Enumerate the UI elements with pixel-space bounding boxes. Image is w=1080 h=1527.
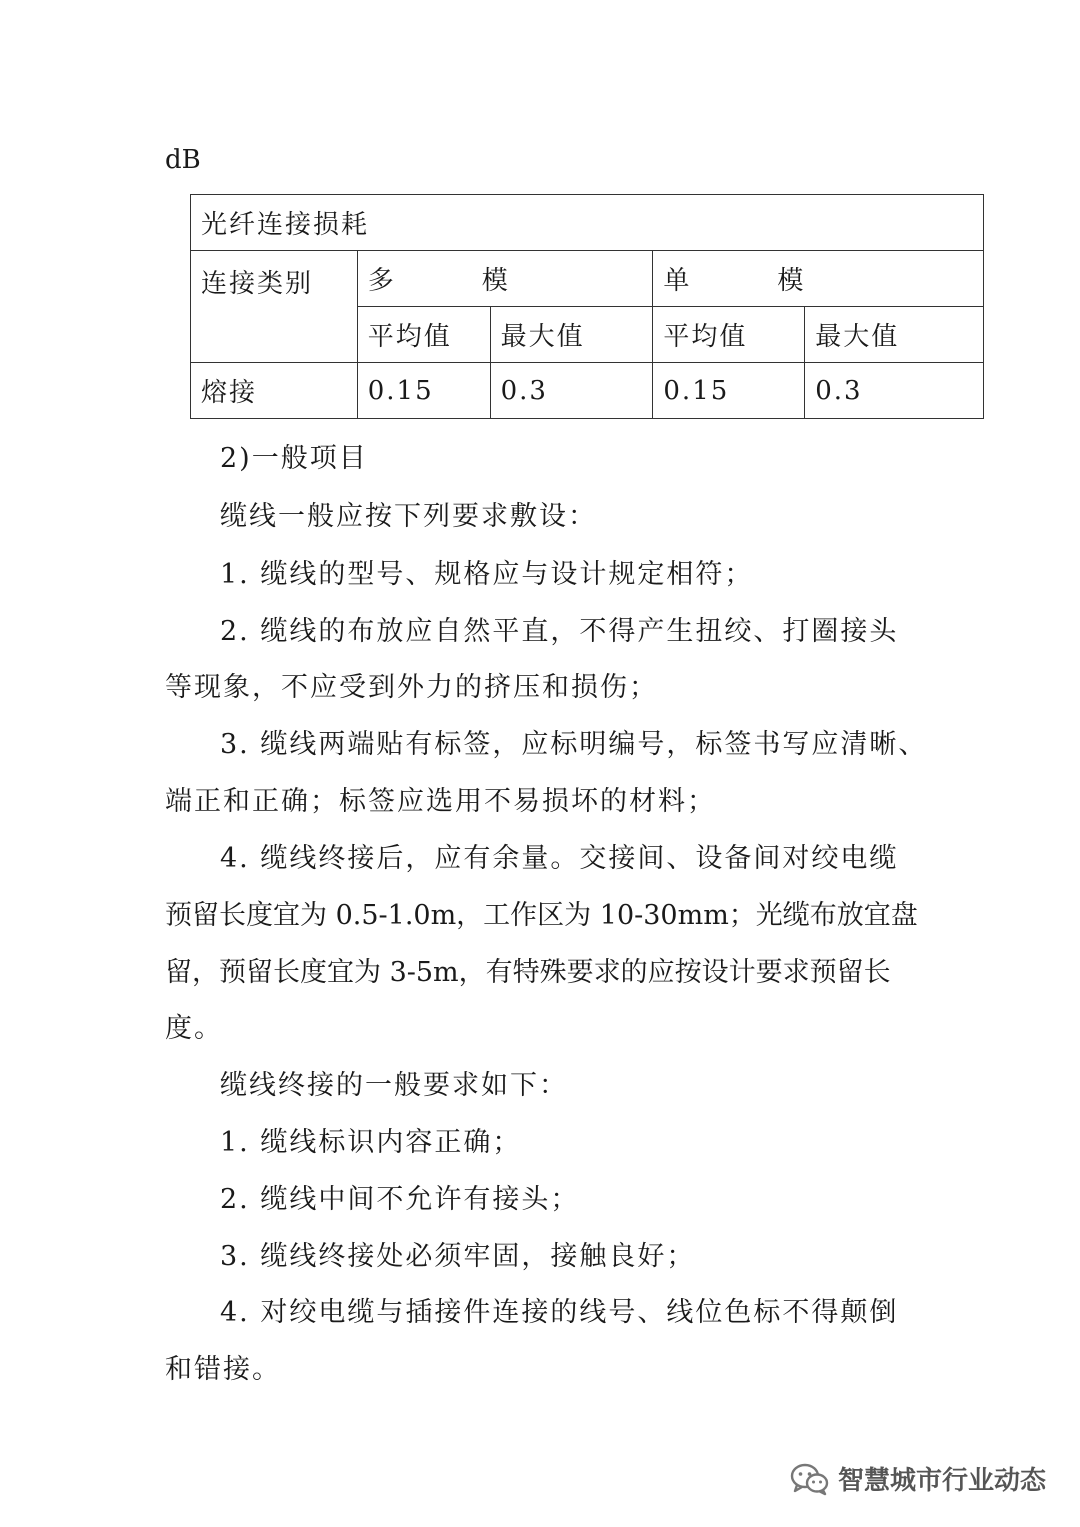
unit-label: dB	[165, 145, 201, 175]
list-item: 3. 缆线两端贴有标签，应标明编号，标签书写应清晰、	[220, 729, 928, 760]
single-avg-header: 平均值	[653, 307, 805, 363]
single-max-header: 最大值	[805, 307, 984, 363]
row-multi-avg: 0.15	[357, 363, 490, 419]
list-item-continuation: 预留长度宜为 0.5-1.0m，工作区为 10-30mm；光缆布放宜盘	[165, 900, 918, 931]
list-item-continuation: 等现象，不应受到外力的挤压和损伤；	[165, 672, 658, 703]
watermark	[790, 1460, 1046, 1497]
multi-avg-header: 平均值	[357, 307, 490, 363]
table-header-row	[191, 251, 984, 307]
table-title: 光纤连接损耗	[191, 195, 984, 251]
multi-max-header: 最大值	[490, 307, 653, 363]
row-type: 熔接	[191, 363, 358, 419]
type-header: 连接类别	[191, 251, 358, 363]
multi-mode-header: 多 模	[357, 251, 653, 307]
list-item-continuation: 端正和正确；标签应选用不易损坏的材料；	[165, 786, 716, 817]
list-item: 4. 对绞电缆与插接件连接的线号、线位色标不得颠倒	[220, 1297, 899, 1328]
list-item-continuation: 留，预留长度宜为 3-5m，有特殊要求的应按设计要求预留长	[165, 957, 891, 988]
wechat-icon	[790, 1462, 830, 1496]
row-single-max: 0.3	[805, 363, 984, 419]
paragraph-line: 缆线一般应按下列要求敷设：	[220, 501, 597, 532]
paragraph-line: 缆线终接的一般要求如下：	[220, 1070, 568, 1101]
list-item: 1. 缆线标识内容正确；	[220, 1127, 522, 1158]
list-item-continuation: 度。	[165, 1013, 223, 1044]
list-item: 3. 缆线终接处必须牢固，接触良好；	[220, 1241, 696, 1272]
section-heading: 2)一般项目	[220, 443, 368, 474]
table-row	[191, 363, 984, 419]
fiber-loss-table	[190, 194, 984, 419]
list-item: 1. 缆线的型号、规格应与设计规定相符；	[220, 559, 754, 590]
watermark-text: 智慧城市行业动态	[838, 1466, 1047, 1496]
list-item: 4. 缆线终接后，应有余量。交接间、设备间对绞电缆	[220, 843, 899, 874]
list-item: 2. 缆线的布放应自然平直，不得产生扭绞、打圈接头	[220, 616, 899, 647]
row-multi-max: 0.3	[490, 363, 653, 419]
list-item: 2. 缆线中间不允许有接头；	[220, 1184, 580, 1215]
row-single-avg: 0.15	[653, 363, 805, 419]
table-title-row	[191, 195, 984, 251]
single-mode-header: 单 模	[653, 251, 984, 307]
list-item-continuation: 和错接。	[165, 1354, 281, 1385]
